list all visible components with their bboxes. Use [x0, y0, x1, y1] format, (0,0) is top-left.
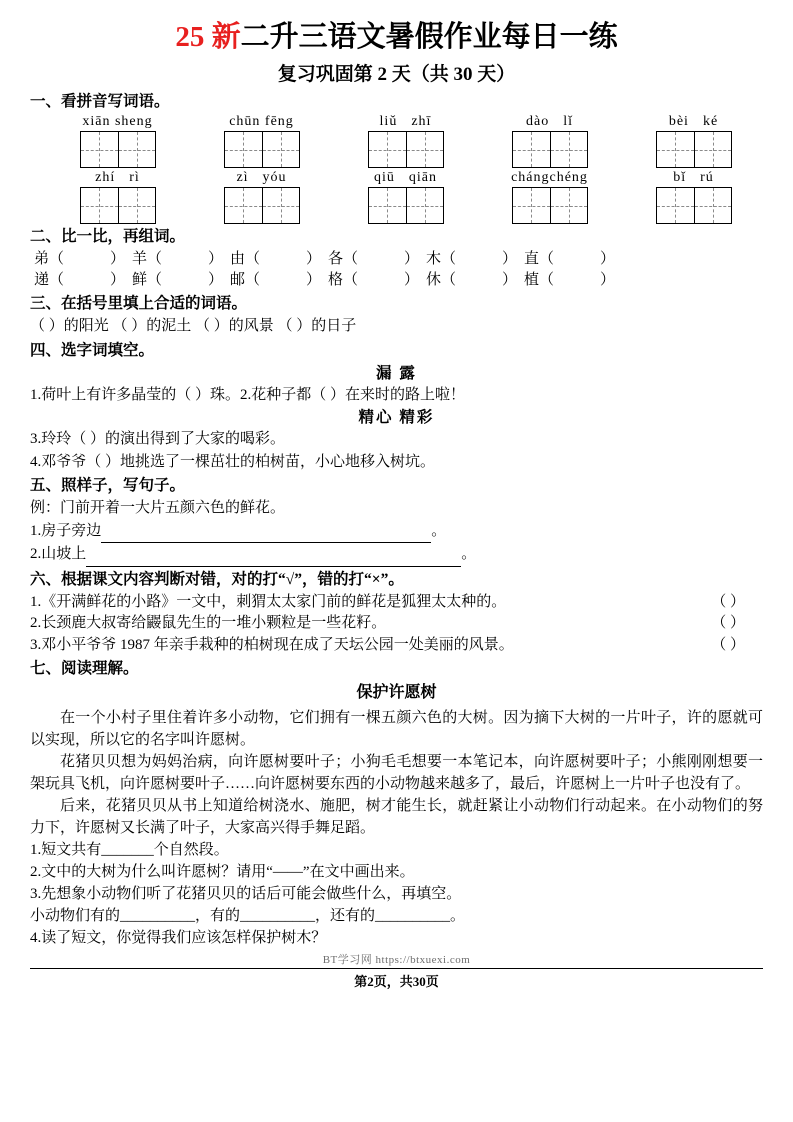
compare-item[interactable]: 邮（ ）: [230, 272, 322, 288]
title-rest: 二升三语文暑假作业每日一练: [240, 21, 618, 53]
pinyin-right: lǐ: [563, 114, 573, 129]
reading-paragraph-3: 后来，花猪贝贝从书上知道给树浇水、施肥，树才能生长，就赶紧让小动物们行动起来。在小动物们的努力下，许愿树又长满了叶子，大家高兴得手舞足蹈。: [30, 798, 763, 836]
tianzige-box[interactable]: [656, 131, 732, 168]
title-new: 新: [211, 21, 241, 53]
pinyin-right: qiān: [408, 170, 437, 185]
compare-item[interactable]: 弟（ ）: [34, 251, 126, 267]
compare-item[interactable]: 格（ ）: [328, 272, 420, 288]
reading-question-3[interactable]: 3.先想象小动物们听了花猪贝贝的话后可能会做些什么，再填空。: [30, 886, 462, 902]
tianzige-box[interactable]: [368, 187, 444, 224]
pinyin-right: ké: [702, 114, 719, 129]
sentence-q1-suffix: 。: [431, 522, 447, 539]
compare-item[interactable]: 各（ ）: [328, 251, 420, 267]
section-heading-2: 二、比一比，再组词。: [30, 228, 186, 245]
compare-item[interactable]: 羊（ ）: [132, 251, 224, 267]
compare-item[interactable]: 直（ ）: [524, 251, 616, 267]
reading-question-4[interactable]: 4.读了短文，你觉得我们应该怎样保护树木？: [30, 930, 327, 946]
tianzige-box[interactable]: [80, 187, 156, 224]
fill-phrases-line[interactable]: （ ）的阳光 （ ）的泥土 （ ）的风景 （ ）的日子: [30, 318, 357, 334]
choose-question-4[interactable]: 4.邓爷爷（ ）地挑选了一棵茁壮的柏树苗，小心地移入树坑。: [30, 453, 436, 470]
pinyin-left: bèi: [668, 114, 689, 129]
reading-question-2[interactable]: 2.文中的大树为什么叫许愿树？请用“——”在文中画出来。: [30, 864, 415, 880]
choose-question-1[interactable]: 1.荷叶上有许多晶莹的（ ）珠。2.花种子都（ ）在来时的路上啦！: [30, 386, 466, 403]
sentence-q1-prefix: 1.房子旁边: [30, 522, 102, 539]
pinyin-right: sheng: [114, 114, 153, 129]
judge-answer-paren[interactable]: （ ）: [711, 593, 745, 610]
pinyin-left: cháng: [511, 170, 550, 185]
page-subtitle: 复习巩固第 2 天（共 30 天）: [277, 64, 516, 85]
judge-text: 1.《开满鲜花的小路》一文中，刺猬太太家门前的鲜花是狐狸太太种的。: [30, 593, 507, 610]
title-number: 25: [175, 21, 205, 53]
pinyin-cell: [498, 114, 601, 168]
reading-paragraph-1: 在一个小村子里住着许多小动物，它们拥有一棵五颜六色的大树。因为摘下大树的一片叶子，许的愿就可以实现，所以它的名字叫许愿树。: [30, 710, 763, 748]
pinyin-right: fēng: [264, 114, 294, 129]
pinyin-right: rì: [129, 170, 140, 185]
footer-divider: [30, 968, 763, 969]
pinyin-right: rú: [700, 170, 714, 185]
tianzige-box[interactable]: [224, 131, 300, 168]
sentence-q2-prefix: 2.山坡上: [30, 546, 87, 562]
sentence-q2-suffix: 。: [461, 546, 477, 562]
tianzige-box[interactable]: [80, 131, 156, 168]
reading-title: 保护许愿树: [356, 684, 437, 701]
pinyin-row-1: [30, 114, 763, 168]
compare-item[interactable]: 休（ ）: [426, 272, 518, 288]
compare-row-1: [30, 249, 763, 270]
pinyin-left: chūn: [229, 114, 261, 129]
judge-row[interactable]: [30, 635, 763, 657]
pinyin-cell: [66, 170, 169, 224]
answer-blank[interactable]: [101, 521, 431, 544]
pinyin-right: chéng: [549, 170, 588, 185]
pinyin-cell: [642, 114, 745, 168]
section-heading-3: 三、在括号里填上合适的词语。: [30, 295, 248, 312]
pinyin-left: liǔ: [379, 114, 398, 129]
judge-answer-paren[interactable]: （ ）: [711, 636, 745, 653]
page-number: 第2页，共30页: [354, 974, 439, 989]
pinyin-left: xiān: [82, 114, 111, 129]
compare-item[interactable]: 由（ ）: [230, 251, 322, 267]
sentence-example: 例：门前开着一大片五颜六色的鲜花。: [30, 500, 286, 516]
pinyin-cell: [210, 114, 313, 168]
sentence-question-1[interactable]: [30, 521, 763, 544]
section-heading-4: 四、选字词填空。: [30, 341, 155, 359]
judge-row[interactable]: [30, 613, 763, 635]
page-title: [30, 18, 763, 56]
tianzige-box[interactable]: [656, 187, 732, 224]
pinyin-left: qiū: [374, 170, 395, 185]
judge-text: 3.邓小平爷爷 1987 年亲手栽种的柏树现在成了天坛公园一处美丽的风景。: [30, 636, 514, 653]
pinyin-cell: [498, 170, 601, 224]
choose-pair-2: 精心 精彩: [358, 409, 435, 426]
watermark: BT学习网 https://btxuexi.com: [322, 954, 471, 966]
pinyin-cell: [210, 170, 313, 224]
answer-blank[interactable]: [86, 544, 461, 567]
section-heading-7: 七、阅读理解。: [30, 660, 139, 677]
pinyin-right: zhī: [411, 114, 432, 129]
tianzige-box[interactable]: [512, 131, 588, 168]
pinyin-cell: [66, 114, 169, 168]
choose-question-3[interactable]: 3.玲玲（ ）的演出得到了大家的喝彩。: [30, 431, 286, 447]
compare-row-2: [30, 270, 763, 291]
pinyin-row-2: [30, 170, 763, 224]
pinyin-right: yóu: [262, 170, 287, 185]
choose-pair-1: 漏 露: [376, 364, 417, 382]
section-heading-5: 五、照样子，写句子。: [30, 477, 186, 494]
judge-answer-paren[interactable]: （ ）: [711, 615, 745, 631]
reading-question-1[interactable]: 1.短文共有_______个自然段。: [30, 842, 229, 858]
judge-text: 2.长颈鹿大叔寄给鼹鼠先生的一堆小颗粒是一些花籽。: [30, 615, 387, 631]
pinyin-cell: [354, 114, 457, 168]
compare-item[interactable]: 鲜（ ）: [132, 272, 224, 288]
tianzige-box[interactable]: [224, 187, 300, 224]
pinyin-left: dào: [526, 114, 550, 129]
pinyin-left: zhí: [95, 170, 116, 185]
sentence-question-2[interactable]: [30, 544, 763, 567]
judge-row[interactable]: [30, 592, 763, 614]
pinyin-left: zì: [236, 170, 249, 185]
reading-question-3-blanks[interactable]: 小动物们有的__________，有的__________，还有的__________。: [30, 908, 466, 924]
tianzige-box[interactable]: [368, 131, 444, 168]
pinyin-cell: [642, 170, 745, 224]
tianzige-box[interactable]: [512, 187, 588, 224]
reading-paragraph-2: 花猪贝贝想为妈妈治病，向许愿树要叶子；小狗毛毛想要一本笔记本，向许愿树要叶子；小熊刚刚想要一架玩具飞机，向许愿树要叶子……向许愿树要东西的小动物越来越多了，最后，许愿树上一片叶子也没有了。: [30, 754, 763, 792]
section-heading-6: 六、根据课文内容判断对错，对的打“√”，错的打“×”。: [30, 570, 404, 588]
section-heading-1: 一、看拼音写词语。: [30, 93, 170, 110]
compare-item[interactable]: 木（ ）: [426, 251, 518, 267]
compare-item[interactable]: 递（ ）: [34, 272, 126, 288]
pinyin-cell: [354, 170, 457, 224]
compare-item[interactable]: 植（ ）: [524, 272, 616, 288]
pinyin-left: bǐ: [673, 170, 687, 185]
